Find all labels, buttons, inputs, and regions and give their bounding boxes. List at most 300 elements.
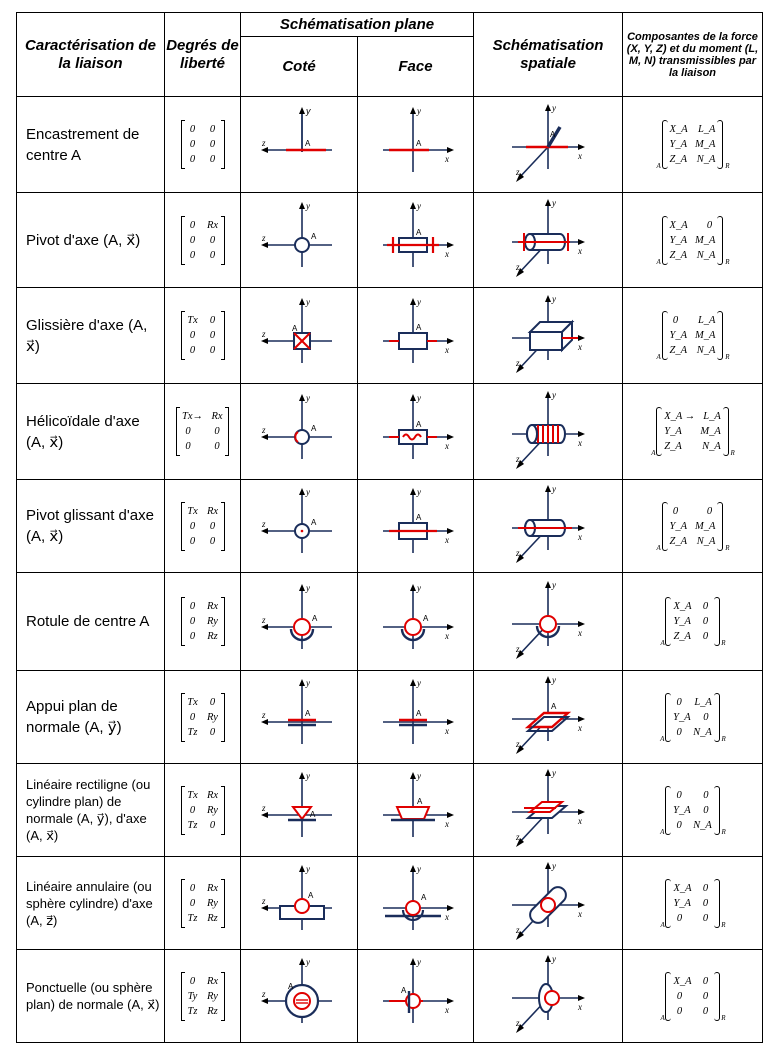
dof-value: Rz: [207, 1005, 218, 1017]
torsor-value: 0: [676, 696, 682, 708]
schema-spatial: [474, 764, 623, 857]
svg-text:y: y: [416, 487, 421, 497]
schema-spatial: [474, 288, 623, 384]
dof-value: Tz: [187, 1005, 198, 1017]
torsor: [623, 480, 763, 573]
header-schem-plane: Schématisation plane: [241, 13, 474, 37]
torsor-value: Z_A: [669, 154, 688, 165]
dof-matrix: [165, 480, 241, 573]
dof-value: 0: [209, 535, 216, 547]
svg-text:x: x: [578, 341, 582, 352]
torsor-value: 0: [676, 789, 682, 801]
svg-text:z: z: [516, 832, 520, 842]
svg-text:x: x: [444, 819, 449, 829]
svg-text:y: y: [416, 105, 421, 116]
svg-text:y: y: [416, 864, 421, 874]
torsor-value: L_A: [697, 124, 716, 135]
svg-text:A: A: [551, 702, 557, 711]
dof-matrix: [165, 857, 241, 950]
table-row: [17, 573, 763, 671]
svg-text:x: x: [444, 912, 449, 922]
svg-text:y: y: [552, 484, 556, 494]
dof-matrix: [165, 384, 241, 480]
svg-text:A: A: [422, 613, 428, 623]
torsor: [623, 857, 763, 950]
svg-text:y: y: [552, 102, 556, 113]
torsor-value: X_A: [669, 124, 688, 135]
dof-value: Rx: [211, 411, 223, 422]
svg-text:x: x: [578, 723, 582, 733]
torsor-value: Z_A: [669, 345, 688, 356]
torsor-value: 0: [672, 315, 679, 326]
svg-text:x: x: [444, 535, 449, 545]
torsor-value: N_A: [693, 726, 712, 738]
svg-text:z: z: [516, 643, 520, 654]
torsor-value: 0: [702, 882, 709, 894]
torsor-value: M_A: [695, 139, 716, 150]
torsor-value: N_A: [696, 535, 716, 547]
torsor-value: 0: [676, 819, 682, 831]
liaison-name: Pivot d'axe (A, x⃗): [17, 193, 165, 288]
svg-text:A: A: [311, 423, 317, 433]
liaisons-table: [16, 12, 763, 1043]
svg-text:x: x: [578, 437, 582, 448]
dof-value: 0: [209, 696, 216, 708]
svg-text:x: x: [578, 1002, 582, 1012]
header-cote: Coté: [241, 37, 358, 97]
svg-text:z: z: [262, 710, 266, 720]
torsor-value: 0: [676, 990, 683, 1002]
dof-value: Tx: [187, 315, 198, 326]
torsor-value: X_A: [673, 975, 692, 987]
torsor: [623, 671, 763, 764]
svg-text:A: A: [415, 419, 421, 429]
header-composantes: Composantes de la force (X, Y, Z) et du moment (L, M, N) transmissibles par la liaison: [623, 13, 763, 97]
dof-matrix: [165, 671, 241, 764]
dof-value: 0: [185, 441, 191, 452]
svg-text:A: A: [415, 709, 421, 718]
dof-value: 0: [189, 804, 196, 816]
torsor-value: M_A: [700, 426, 721, 437]
torsor-subscript: A: [660, 639, 665, 647]
torsor-value: 0: [676, 726, 682, 738]
dof-value: Rz: [207, 912, 218, 924]
schema-cote: [241, 97, 358, 193]
table-row: [17, 97, 763, 193]
svg-text:A: A: [415, 138, 421, 148]
svg-text:A: A: [415, 228, 421, 237]
torsor-value: X_A: [669, 219, 688, 231]
torsor-value: X_A: [673, 601, 692, 612]
dof-matrix: [165, 764, 241, 857]
svg-text:y: y: [306, 864, 310, 874]
torsor-value: Y_A: [673, 711, 691, 723]
torsor-subscript: R: [721, 920, 726, 929]
dof-value: 0: [189, 616, 196, 627]
svg-text:x: x: [444, 153, 449, 164]
dof-value: Tz: [187, 819, 198, 831]
svg-text:y: y: [306, 105, 311, 116]
torsor-value: Y_A: [669, 234, 688, 246]
torsor-value: 0: [703, 789, 709, 801]
torsor-value: L_A: [703, 411, 721, 422]
torsor-value: 0: [672, 505, 679, 517]
dof-value: Rx: [206, 975, 219, 987]
torsor-subscript: A: [660, 827, 665, 836]
torsor-value: X_A →: [664, 411, 696, 422]
torsor-subscript: R: [721, 734, 726, 743]
svg-text:z: z: [262, 328, 266, 339]
dof-value: Tx: [187, 696, 198, 708]
svg-text:z: z: [516, 1018, 520, 1028]
dof-value: 0: [189, 330, 196, 341]
svg-text:y: y: [552, 861, 556, 871]
torsor-subscript: R: [725, 353, 730, 361]
torsor: [623, 97, 763, 193]
svg-text:y: y: [306, 771, 310, 781]
dof-value: 0: [209, 124, 216, 135]
header-face: Face: [358, 37, 474, 97]
svg-text:y: y: [552, 675, 556, 685]
schema-cote: [241, 573, 358, 671]
dof-value: 0: [189, 711, 196, 723]
torsor-subscript: R: [730, 449, 735, 457]
svg-text:A: A: [550, 129, 556, 139]
torsor-subscript: A: [660, 920, 665, 929]
svg-text:z: z: [516, 262, 520, 272]
svg-text:y: y: [416, 957, 421, 967]
schema-spatial: [474, 97, 623, 193]
torsor-value: N_A: [702, 441, 721, 452]
dof-value: 0: [185, 426, 191, 437]
schema-cote: [241, 671, 358, 764]
svg-text:A: A: [415, 322, 421, 332]
dof-value: 0: [209, 726, 216, 738]
torsor-value: 0: [706, 505, 713, 517]
svg-text:A: A: [288, 982, 294, 991]
torsor-value: 0: [676, 912, 683, 924]
dof-value: 0: [209, 819, 216, 831]
svg-text:z: z: [516, 925, 520, 935]
dof-matrix: [165, 97, 241, 193]
liaison-name: Hélicoïdale d'axe (A, x⃗): [17, 384, 165, 480]
schema-face: [358, 97, 474, 193]
torsor-value: 0: [702, 975, 709, 987]
torsor: [623, 950, 763, 1043]
svg-text:z: z: [516, 357, 520, 368]
svg-text:A: A: [420, 893, 426, 902]
torsor-value: 0: [703, 711, 709, 723]
torsor-value: Z_A: [669, 249, 688, 261]
svg-text:x: x: [444, 249, 449, 259]
dof-value: 0: [189, 219, 196, 231]
svg-text:A: A: [305, 138, 311, 148]
schema-face: [358, 193, 474, 288]
liaison-name: Appui plan de normale (A, y⃗): [17, 671, 165, 764]
svg-text:A: A: [292, 323, 298, 333]
torsor-value: 0: [702, 631, 709, 642]
svg-text:A: A: [400, 986, 406, 995]
dof-value: 0: [189, 520, 196, 532]
torsor-value: 0: [702, 897, 709, 909]
svg-text:z: z: [262, 519, 266, 529]
schema-face: [358, 384, 474, 480]
header-caracterisation: Caractérisation de la liaison: [17, 13, 165, 97]
dof-value: 0: [189, 601, 196, 612]
liaison-name: Ponctuelle (ou sphère plan) de normale (A, x⃗): [17, 950, 165, 1043]
torsor-value: N_A: [696, 249, 716, 261]
dof-value: Ry: [207, 711, 218, 723]
dof-value: 0: [209, 139, 216, 150]
table-row: [17, 671, 763, 764]
dof-value: 0: [209, 234, 216, 246]
torsor-value: 0: [702, 1005, 709, 1017]
schema-face: [358, 950, 474, 1043]
schema-cote: [241, 950, 358, 1043]
svg-text:z: z: [516, 739, 520, 749]
schema-face: [358, 671, 474, 764]
torsor-value: Y_A: [669, 330, 688, 341]
liaison-name: Linéaire annulaire (ou sphère cylindre) d'axe (A, z⃗): [17, 857, 165, 950]
torsor-value: Y_A: [673, 897, 691, 909]
torsor-subscript: A: [656, 257, 661, 266]
dof-value: 0: [209, 315, 216, 326]
schema-cote: [241, 193, 358, 288]
torsor-value: 0: [702, 616, 709, 627]
dof-value: 0: [209, 345, 216, 356]
dof-value: 0: [189, 535, 196, 547]
dof-matrix: [165, 288, 241, 384]
torsor-value: M_A: [695, 520, 716, 532]
table-row: [17, 857, 763, 950]
svg-text:y: y: [416, 771, 421, 781]
schema-spatial: [474, 857, 623, 950]
torsor-subscript: R: [721, 1013, 726, 1022]
dof-value: Rx: [206, 601, 219, 612]
torsor-value: 0: [676, 1005, 683, 1017]
svg-text:z: z: [262, 896, 266, 906]
svg-text:A: A: [416, 797, 422, 806]
liaison-name: Rotule de centre A: [17, 573, 165, 671]
torsor-value: Y_A: [673, 804, 691, 816]
schema-spatial: [474, 480, 623, 573]
dof-value: 0: [189, 139, 196, 150]
torsor-subscript: R: [725, 162, 730, 170]
torsor-subscript: R: [721, 639, 726, 647]
svg-text:x: x: [444, 1005, 449, 1015]
table-row: [17, 193, 763, 288]
torsor: [623, 193, 763, 288]
torsor-value: Y_A: [669, 520, 688, 532]
table-row: [17, 764, 763, 857]
svg-text:A: A: [305, 709, 311, 718]
svg-text:z: z: [516, 548, 520, 558]
schema-face: [358, 764, 474, 857]
svg-text:z: z: [262, 989, 266, 999]
svg-text:y: y: [552, 954, 556, 964]
svg-text:A: A: [312, 613, 318, 623]
torsor-subscript: A: [660, 1013, 665, 1022]
schema-cote: [241, 857, 358, 950]
svg-text:x: x: [444, 726, 449, 736]
svg-text:z: z: [262, 424, 266, 435]
svg-text:x: x: [578, 150, 582, 161]
dof-value: Rx: [206, 882, 219, 894]
dof-value: 0: [189, 897, 196, 909]
schema-spatial: [474, 384, 623, 480]
schema-cote: [241, 288, 358, 384]
dof-value: 0: [189, 234, 196, 246]
table-row: [17, 480, 763, 573]
schema-spatial: [474, 193, 623, 288]
dof-value: Tz: [187, 726, 198, 738]
svg-text:z: z: [262, 233, 266, 243]
svg-text:z: z: [262, 614, 266, 625]
svg-text:y: y: [306, 582, 310, 593]
torsor-value: L_A: [697, 315, 716, 326]
dof-value: 0: [209, 520, 216, 532]
schema-cote: [241, 764, 358, 857]
dof-value: Rx: [206, 505, 219, 517]
dof-value: 0: [209, 154, 216, 165]
schema-spatial: [474, 573, 623, 671]
dof-value: 0: [189, 154, 196, 165]
schema-face: [358, 480, 474, 573]
dof-value: 0: [214, 426, 220, 437]
torsor-value: M_A: [695, 330, 716, 341]
schema-face: [358, 857, 474, 950]
svg-text:A: A: [311, 232, 317, 241]
svg-text:A: A: [308, 891, 314, 900]
svg-text:x: x: [578, 246, 582, 256]
dof-value: 0: [189, 249, 196, 261]
svg-text:z: z: [516, 166, 520, 177]
torsor-value: 0: [702, 990, 709, 1002]
dof-value: 0: [189, 124, 196, 135]
svg-text:y: y: [552, 198, 556, 208]
torsor-value: 0: [702, 601, 709, 612]
dof-value: 0: [214, 441, 220, 452]
table-row: [17, 950, 763, 1043]
svg-text:y: y: [552, 579, 556, 590]
svg-text:x: x: [444, 440, 449, 451]
svg-text:y: y: [552, 768, 556, 778]
dof-value: Ry: [207, 990, 218, 1002]
schema-cote: [241, 384, 358, 480]
torsor: [623, 384, 763, 480]
dof-value: Ry: [207, 897, 218, 909]
dof-value: Tx→: [182, 411, 203, 422]
torsor-subscript: A: [656, 543, 661, 552]
dof-value: Ry: [207, 804, 218, 816]
dof-value: Rx: [206, 789, 219, 801]
torsor-subscript: A: [660, 734, 665, 743]
svg-text:y: y: [306, 487, 310, 497]
svg-text:y: y: [306, 957, 310, 967]
torsor-value: 0: [703, 804, 709, 816]
dof-matrix: [165, 573, 241, 671]
svg-text:y: y: [306, 392, 310, 403]
torsor: [623, 288, 763, 384]
torsor-value: 0: [702, 912, 709, 924]
schema-spatial: [474, 671, 623, 764]
svg-text:z: z: [262, 137, 266, 148]
schema-face: [358, 288, 474, 384]
dof-value: Rx: [206, 219, 219, 231]
svg-text:x: x: [444, 630, 449, 641]
svg-text:y: y: [416, 392, 421, 403]
dof-value: 0: [209, 330, 216, 341]
liaison-name: Linéaire rectiligne (ou cylindre plan) de normale (A, y⃗), d'axe (A, x⃗): [17, 764, 165, 857]
svg-text:y: y: [416, 582, 421, 593]
svg-text:A: A: [310, 810, 316, 819]
torsor-value: Z_A: [673, 631, 691, 642]
dof-matrix: [165, 950, 241, 1043]
table-row: [17, 288, 763, 384]
dof-value: Rz: [207, 631, 218, 642]
svg-text:z: z: [262, 803, 266, 813]
dof-value: Ry: [207, 616, 218, 627]
svg-text:x: x: [444, 344, 449, 355]
svg-text:y: y: [306, 678, 310, 688]
torsor-value: N_A: [693, 819, 712, 831]
dof-value: 0: [189, 882, 196, 894]
torsor-subscript: A: [651, 449, 656, 457]
dof-matrix: [165, 193, 241, 288]
svg-text:z: z: [516, 453, 520, 464]
svg-text:x: x: [578, 627, 582, 638]
dof-value: Tz: [187, 912, 198, 924]
torsor-value: X_A: [673, 882, 692, 894]
dof-value: Tx: [187, 789, 198, 801]
liaison-name: Glissière d'axe (A, x⃗): [17, 288, 165, 384]
torsor-value: Z_A: [669, 535, 688, 547]
svg-text:A: A: [311, 518, 317, 527]
schema-face: [358, 573, 474, 671]
torsor-subscript: A: [656, 353, 661, 361]
torsor-subscript: R: [721, 827, 726, 836]
torsor-subscript: R: [725, 257, 730, 266]
svg-text:y: y: [416, 201, 421, 211]
svg-text:x: x: [578, 909, 582, 919]
svg-text:y: y: [416, 296, 421, 307]
dof-value: Ty: [187, 990, 198, 1002]
svg-text:x: x: [578, 532, 582, 542]
torsor-value: M_A: [695, 234, 716, 246]
torsor-value: N_A: [696, 345, 716, 356]
svg-text:A: A: [415, 513, 421, 522]
torsor-value: L_A: [694, 696, 712, 708]
header-schem-spatiale: Schématisation spatiale: [474, 13, 623, 97]
dof-value: 0: [189, 975, 196, 987]
svg-text:y: y: [306, 201, 310, 211]
svg-text:y: y: [416, 678, 421, 688]
svg-text:x: x: [578, 816, 582, 826]
table-body: [17, 97, 763, 1043]
table-row: [17, 384, 763, 480]
svg-text:y: y: [552, 389, 556, 400]
svg-text:y: y: [552, 293, 556, 304]
torsor-value: Y_A: [673, 616, 691, 627]
torsor-subscript: A: [656, 162, 661, 170]
dof-value: Tx: [187, 505, 198, 517]
torsor-value: Z_A: [664, 441, 682, 452]
torsor: [623, 573, 763, 671]
schema-spatial: [474, 950, 623, 1043]
liaison-name: Encastrement de centre A: [17, 97, 165, 193]
liaison-name: Pivot glissant d'axe (A, x⃗): [17, 480, 165, 573]
torsor-value: 0: [706, 219, 713, 231]
